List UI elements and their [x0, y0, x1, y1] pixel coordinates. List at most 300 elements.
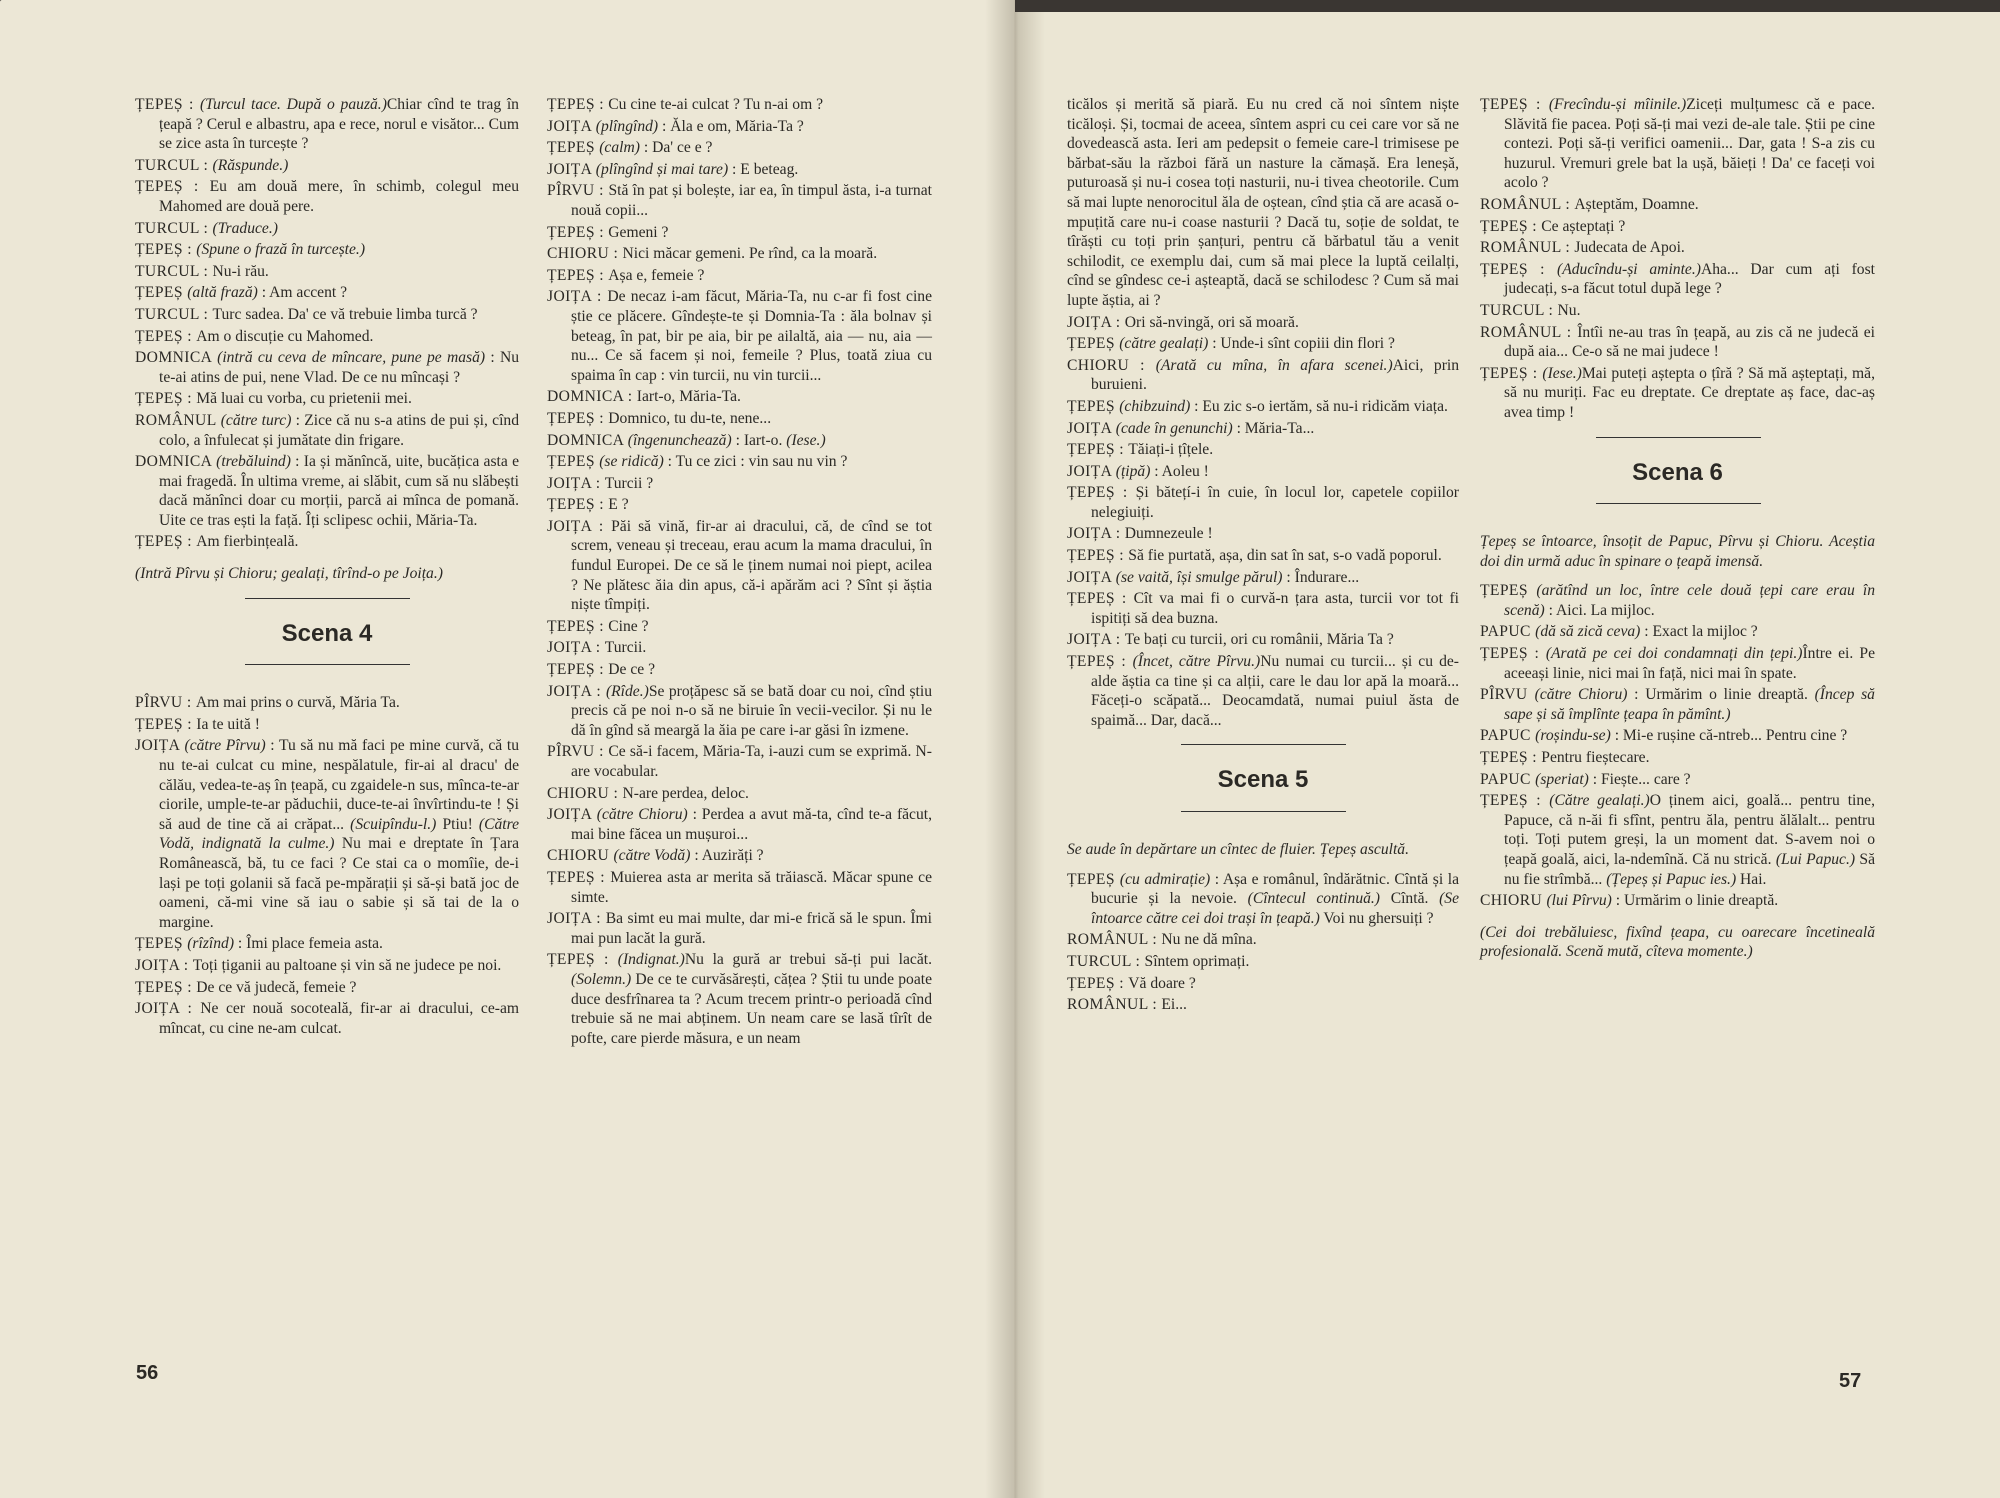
spoken-text: : Urmărim o linie dreaptă. [1627, 686, 1815, 704]
spoken-text: Așa e, femeie ? [608, 266, 705, 284]
speaker-name: CHIORU [547, 847, 614, 865]
stage-direction: (Cei doi trebăluiesc, fixînd țeapa, cu oarecare încetineală profesională. Scenă mută, cîteva momente.) [1480, 923, 1875, 961]
stage-note: (se ridică) [599, 453, 664, 471]
spoken-text: : Da' ce e ? [639, 139, 713, 157]
spoken-text: Tăiați-i țîțele. [1128, 441, 1214, 459]
speaker-name: CHIORU : [547, 245, 623, 263]
speaker-name: ȚEPEȘ : [547, 96, 609, 113]
speaker-name: JOIȚA : [547, 910, 606, 928]
dialogue-line [547, 244, 932, 264]
spoken-text: Te bați cu turcii, ori cu românii, Măria Ta ? [1124, 631, 1394, 649]
dialogue-line [547, 517, 932, 615]
spoken-text: Făceți-o scăpată... Deocamdată, numai puiul ăsta de spaimă... Dar, dacă... [1091, 692, 1459, 729]
dialogue-line [547, 409, 932, 429]
dialogue-continuation [1067, 95, 1459, 311]
stage-note: (speriat) [1535, 770, 1589, 788]
column-3 [1067, 95, 1459, 1017]
spoken-text: Acum trecem printr-o perioadă cînd trebuie să ne mai abținem. Un neam care se lasă tîrît de pofte, care pierde măsura, e un neam [571, 990, 932, 1047]
spoken-text: Cît va mai fi o curvă-n țara asta, turcii vor tot fi ispitiți să dea buzna. [1091, 590, 1459, 627]
speaker-name: JOIȚA : [135, 1000, 201, 1018]
dialogue-line [1480, 791, 1875, 889]
stage-note: (trebăluind) [216, 453, 291, 471]
speaker-name: PAPUC [1480, 623, 1536, 641]
speaker-name: ȚEPEȘ [1067, 870, 1120, 888]
spoken-text: Turcii. [604, 639, 647, 657]
spoken-text: Dar cum ați fost judecați, s-a făcut totul după lege ? [1504, 260, 1875, 298]
spoken-text: De ce te curvăsărești, cățea ? Știi tu unde poate duce desfrînarea ta ? [571, 970, 932, 1008]
speaker-name: CHIORU : [1067, 356, 1156, 374]
speaker-name: ROMÂNUL : [1480, 323, 1578, 341]
dialogue-line [1067, 952, 1459, 972]
dialogue-line [1067, 313, 1459, 333]
spoken-text: Gemeni ? [608, 223, 669, 241]
spoken-text: De ce vă judecă, femeie ? [196, 978, 357, 996]
speaker-name: JOIȚA : [547, 517, 612, 535]
stage-note: (chibzuind) [1119, 397, 1191, 415]
stage-note: (Se întoarce către cei doi trași în țeapă.) [1091, 890, 1459, 927]
spoken-text: Ptiu! [436, 815, 479, 833]
speaker-name: ȚEPEȘ : [547, 617, 609, 635]
column-1 [135, 95, 519, 1040]
speaker-name: ROMÂNUL [135, 411, 221, 429]
stage-note: (Solemn.) [571, 970, 632, 988]
speaker-name: ȚEPEȘ : [1067, 484, 1136, 502]
stage-note: (Traduce.) [212, 219, 278, 237]
dialogue-line [1067, 870, 1459, 929]
dialogue-line [547, 846, 932, 866]
stage-direction: Se aude în depărtare un cîntec de fluier. Țepeș ascultă. [1067, 841, 1409, 858]
dialogue-line [1067, 630, 1459, 650]
dialogue-line [135, 156, 519, 176]
stage-note: (plîngînd și mai tare) [595, 160, 729, 178]
speaker-name: JOIȚA : [1067, 525, 1125, 543]
dialogue-line [1480, 195, 1875, 215]
spoken-text: Domnico, tu du-te, nene... [608, 409, 772, 427]
spoken-text: Slăvită fie pacea. Poți să-ți mai vezi de-ale tale. Știi pe cine contezi. Poți să-ți verifici oamenii... Dar, gata ! S-a zis cu huzurul. Vremuri grele bat la ușă, băieți ! Da' ce faceți voi acolo ? [1504, 115, 1875, 192]
spoken-text: : Exact la mijloc ? [1640, 623, 1758, 641]
spoken-text: Ei... [1161, 996, 1187, 1014]
speaker-name: ȚEPEȘ : [135, 241, 197, 259]
dialogue-line [1067, 568, 1459, 588]
spoken-text: : Tu să nu mă faci pe mine curvă, că tu nu te-ai culcat cu mine, nespălatule, fir-ai al dracu' de călău, vedea-te-aș în țeapă, cu zgaidele-n sus, mînca-te-ar ciorile, umple-te-ar păduchii, duce-te-ai învîrtindu-te ! Și să aud de tine că ai crăpat... [159, 737, 519, 833]
speaker-name: ROMÂNUL : [1480, 195, 1575, 213]
spoken-text: : Așa e românul, îndărătnic. Cîntă și la bucurie și la nevoie. [1091, 870, 1459, 908]
dialogue-line [1480, 323, 1875, 362]
speaker-name: JOIȚA : [547, 474, 605, 492]
stage-note: (Încep să sape și să împlînte țeapa în pămînt.) [1504, 686, 1875, 723]
spoken-text: : Îndurare... [1282, 568, 1360, 586]
dialogue-line [135, 177, 519, 216]
dialogue-line [135, 95, 519, 154]
spoken-text: Pentru fieștecare. [1541, 749, 1650, 767]
spoken-text: Să fie purtată, așa, din sat în sat, s-o vadă poporul. [1128, 547, 1442, 565]
speaker-name: ROMÂNUL : [1067, 931, 1162, 949]
speaker-name: JOIȚA : [547, 682, 606, 700]
dialogue-line [1067, 974, 1459, 994]
dialogue-line [1480, 217, 1875, 237]
dialogue-line [547, 638, 932, 658]
stage-note: (Răspunde.) [212, 156, 289, 174]
dialogue-line [547, 181, 932, 220]
dialogue-line [1067, 356, 1459, 395]
spoken-text: Am fierbințeală. [196, 533, 299, 551]
stage-note: (Țepeș și Papuc ies.) [1606, 870, 1737, 888]
speaker-name: DOMNICA [547, 431, 628, 449]
speaker-name: ȚEPEȘ : [547, 496, 609, 514]
speaker-name: PÎRVU [1480, 686, 1535, 704]
spoken-text: Cine ? [608, 617, 649, 635]
stage-note: (Încet, către Pîrvu.) [1132, 653, 1261, 671]
dialogue-line [135, 240, 519, 260]
stage-note: (Spune o frază în turcește.) [196, 241, 366, 259]
dialogue-line [1067, 652, 1459, 730]
spoken-text: Se proțăpesc să se bată doar cu noi, cînd știu precis că pe noi n-o să ne biruie în vecii-vecilor. Și nu le dă în gînd să meargă la ăia pe care i-ar găsi în izmene. [571, 682, 932, 739]
dialogue-line [1480, 726, 1875, 746]
page-number-right: 57 [1839, 1370, 1862, 1392]
dialogue-line [547, 682, 932, 741]
speaker-name: ȚEPEȘ : [1480, 96, 1549, 113]
stage-note: (țipă) [1115, 462, 1151, 480]
spoken-text: Nici măcar gemeni. Pe rînd, ca la moară. [622, 245, 878, 263]
speaker-name: CHIORU : [547, 784, 623, 802]
stage-note: (Rîde.) [605, 682, 649, 700]
dialogue-line [547, 660, 932, 680]
dialogue-line [1067, 483, 1459, 522]
speaker-name: ȚEPEȘ : [1067, 547, 1129, 565]
spoken-text: Ba simt eu mai multe, dar mi-e frică să le spun. Îmi mai pun lacăt la gură. [571, 910, 933, 947]
speaker-name: JOIȚA [1067, 462, 1116, 480]
spoken-text: Chiar cînd te trag în țeapă ? [159, 96, 519, 133]
spoken-text: : Tu ce zici : vin sau nu vin ? [663, 453, 848, 471]
dialogue-line [135, 736, 519, 932]
spoken-text: Am mai prins o curvă, Măria Ta. [195, 694, 400, 712]
speaker-name: DOMNICA [135, 349, 218, 367]
dialogue-line [135, 532, 519, 552]
speaker-name: JOIȚA : [135, 956, 193, 974]
spoken-text: De necaz i-am făcut, Măria-Ta, nu c-ar fi fost cine știe ce plăcere. Gîndește-te și Domnia-Ta : ăla bolnav și beteag, în pat, bir pe aia, bir pe ailaltă, aia — nu, aia — nu... Ce să facem și noi, femeile ? Plus, toată ziua cu spaima în cap : vin turcii, nu vin turcii... [571, 288, 932, 384]
dialogue-line [1480, 238, 1875, 258]
speaker-name: ȚEPEȘ : [1480, 749, 1542, 767]
dialogue-line [135, 411, 519, 450]
stage-note: (Iese.) [786, 431, 826, 449]
dialogue-line [1067, 930, 1459, 950]
dialogue-line [135, 283, 519, 303]
dialogue-line [547, 431, 932, 451]
speaker-name: ȚEPEȘ : [135, 327, 197, 345]
speaker-name: TURCUL : [135, 219, 213, 237]
spoken-text: Iart-o, Măria-Ta. [636, 388, 741, 406]
speaker-name: TURCUL : [1480, 301, 1558, 319]
dialogue-line [135, 327, 519, 347]
stage-note: (către Vodă) [613, 847, 691, 865]
spoken-text: Păi să vină, fir-ar ai dracului, că, de cînd se tot screm, veneau și treceau, erau acum la mama dracului, în fundul Europei. De ce să le ținem numai noi piept, acilea ? Ne plătesc ăia din apus, că-i apărăm aci ? Sînt și ăștia niște tîmpiți. [571, 517, 932, 614]
spoken-text: Mai puteți aștepta o țîră ? Să mă așteptați, mă, să nu muriți. Fac eu dreptate. Ce dreptate aș face, dac-aș avea timp ! [1504, 364, 1875, 421]
speaker-name: ȚEPEȘ : [135, 533, 197, 551]
cover-edge [1015, 0, 2000, 12]
spoken-text: Cu cine te-ai culcat ? Tu n-ai om ? [608, 96, 824, 113]
dialogue-line [1067, 334, 1459, 354]
stage-note: (Lui Papuc.) [1775, 851, 1856, 868]
stage-note: (Iese.) [1542, 364, 1582, 382]
dialogue-line [1067, 462, 1459, 482]
speaker-name: ȚEPEȘ [135, 935, 188, 953]
dialogue-line [547, 742, 932, 781]
speaker-name: ȚEPEȘ [547, 139, 600, 157]
dialogue-line [1480, 364, 1875, 423]
stage-note: (arătînd un loc, între cele două țepi care erau în scenă) [1504, 582, 1875, 619]
stage-note: (Arată cu mîna, în afara scenei.) [1155, 356, 1393, 374]
page-number-left: 56 [136, 1362, 159, 1384]
speaker-name: DOMNICA [135, 453, 217, 471]
dialogue-line [547, 266, 932, 286]
stage-direction: (Intră Pîrvu și Chioru; gealați, tîrînd-o pe Joița.) [135, 565, 443, 583]
dialogue-line [547, 868, 932, 907]
spoken-text: Ia te uită ! [196, 715, 260, 733]
speaker-name: ȚEPEȘ : [135, 715, 197, 733]
dialogue-line [547, 452, 932, 472]
spoken-text: : Aici. La mijloc. [1544, 601, 1655, 619]
stage-note: (se vaită, își smulge părul) [1115, 568, 1283, 586]
speaker-name: ȚEPEȘ [1067, 335, 1120, 353]
stage-note: (Arată pe cei doi condamnați din țepi.) [1545, 645, 1803, 663]
speaker-name: JOIȚA [135, 737, 185, 755]
dialogue-line [547, 805, 932, 844]
stage-note: (Indignat.) [617, 951, 685, 969]
spoken-text: Cerul e albastru, apa e rece, norul e visător... Cum se zice asta în turcește ? [159, 115, 519, 153]
speaker-name: JOIȚA [547, 806, 597, 824]
scene-heading: Scena 6 [1480, 463, 1875, 483]
speaker-name: ROMÂNUL : [1480, 239, 1575, 257]
stage-note: (rîzînd) [187, 935, 235, 953]
stage-note: (calm) [599, 139, 640, 157]
dialogue-line [1480, 748, 1875, 768]
dialogue-line [135, 389, 519, 409]
spoken-text: Mă luai cu vorba, cu prietenii mei. [196, 390, 412, 408]
stage-note: (Frecîndu-și mîinile.) [1548, 96, 1687, 113]
stage-note: (către turc) [220, 411, 292, 429]
spoken-text: : Ia și mănîncă, uite, bucățica asta e mai fragedă. În ultima vreme, ai slăbit, cum să nu slăbești dacă mănînci doar cu morții, parcă ai mînca de pomană. Uite ce tras ești la față. Îți sclipesc ochii, Măria-Ta. [159, 453, 519, 529]
spoken-text: : Iart-o. [731, 431, 787, 449]
spoken-text: Toți țiganii au paltoane și vin să ne judece pe noi. [192, 956, 502, 974]
dialogue-line [1480, 644, 1875, 683]
spoken-text: : Perdea a avut mă-ta, cînd te-a făcut, mai bine făcea un mușuroi... [571, 806, 933, 843]
stage-note: (către gealați) [1119, 335, 1209, 353]
spoken-text: Vă doare ? [1128, 974, 1196, 992]
speaker-name: PÎRVU : [547, 182, 609, 200]
spoken-text: Sîntem oprimați. [1144, 952, 1250, 970]
right-page [1015, 0, 2000, 1498]
speaker-name: ȚEPEȘ : [1480, 792, 1550, 810]
speaker-name: JOIȚA [547, 117, 596, 135]
speaker-name: JOIȚA : [1067, 631, 1125, 649]
dialogue-line [135, 693, 519, 713]
dialogue-line [1067, 524, 1459, 544]
dialogue-line [135, 999, 519, 1038]
dialogue-line [1480, 581, 1875, 620]
speaker-name: ȚEPEȘ : [135, 978, 197, 996]
speaker-name: JOIȚA : [547, 639, 605, 657]
spoken-text: Eu am două mere, în schimb, colegul meu Mahomed are două pere. [159, 178, 519, 215]
speaker-name: ȚEPEȘ : [1067, 441, 1129, 459]
speaker-name: TURCUL : [135, 305, 213, 323]
dialogue-line [547, 387, 932, 407]
speaker-name: JOIȚA [1067, 419, 1116, 437]
spoken-text: Ori să-nvingă, ori să moară. [1124, 313, 1299, 331]
spoken-text: Nu ne dă mîna. [1161, 931, 1257, 949]
spoken-text: ticălos și merită să piară. Eu nu cred că noi sîntem niște ticăloși. Și, tocmai de aceea, sîntem aspri cu cei care vor să ne dovedească asta. Ieri am pedepsit o femeie care-l trimisese pe bărbat-său la război fără un nasture la cămașă. Era leneșă, puturoasă și nu-i cosea toți nasturii, nu-i tivea cheotorile. Cum să mai lupte nenorocitul ăla de oștean, cînd știa că are acasă o-mpuțită care nu-i coase nasturii ? Dacă tu, soție de soldat, te tîrăști cu toți prin șanțuri, pentru că bărbatul tău a venit schilodit, ce exemplu dai, cum să mai plece la luptă ceilalți, cînd se gîndesc ce-i așteaptă, dacă se schilodesc ? Cum să mai lupte ăștia, ai ? [1067, 96, 1459, 309]
dialogue-line [547, 617, 932, 637]
scene-heading: Scena 4 [135, 624, 519, 644]
speaker-name: PÎRVU : [135, 694, 196, 712]
speaker-name: ROMÂNUL : [1067, 996, 1162, 1014]
speaker-name: ȚEPEȘ : [547, 223, 609, 241]
stage-note: (îngenunchează) [627, 431, 732, 449]
spoken-text: Nu numai cu turcii... și cu de-alde ăștia ca tine și ca alții, care le dau lor apă la moară... [1091, 653, 1459, 690]
speaker-name: ȚEPEȘ : [547, 409, 609, 427]
spoken-text: Aici, prin buruieni. [1091, 356, 1460, 394]
dialogue-line [1480, 891, 1875, 911]
speaker-name: ȚEPEȘ [1480, 582, 1537, 600]
speaker-name: TURCUL : [135, 156, 213, 174]
spoken-text: : Ăla e om, Măria-Ta ? [658, 117, 804, 135]
spoken-text: Ce să-i facem, Măria-Ta, i-auzi cum se exprimă. N-are vocabular. [571, 743, 932, 780]
dialogue-line [547, 909, 932, 948]
spoken-text: Voi nu ghersuiți ? [1319, 909, 1434, 927]
spoken-text: De ce ? [608, 661, 656, 679]
speaker-name: JOIȚA [1067, 568, 1116, 586]
spoken-text: Turcii ? [604, 474, 654, 492]
dialogue-line [135, 934, 519, 954]
spoken-text: E ? [608, 496, 629, 514]
dialogue-line [135, 715, 519, 735]
spoken-text: : Aoleu ! [1150, 462, 1209, 480]
spoken-text: Hai. [1736, 870, 1767, 888]
speaker-name: ȚEPEȘ : [135, 96, 200, 113]
dialogue-line [135, 219, 519, 239]
stage-note: (roșindu-se) [1535, 727, 1611, 745]
spoken-text: : Fiește... care ? [1588, 770, 1691, 788]
speaker-name: ȚEPEȘ : [1067, 974, 1129, 992]
speaker-name: ȚEPEȘ : [547, 661, 609, 679]
spoken-text: : Urmărim o linie dreaptă. [1611, 892, 1779, 910]
speaker-name: ȚEPEȘ [1067, 397, 1120, 415]
speaker-name: PÎRVU : [547, 743, 609, 761]
dialogue-line [1480, 95, 1875, 193]
speaker-name: JOIȚA : [1067, 313, 1125, 331]
column-4 [1480, 95, 1875, 972]
speaker-name: DOMNICA : [547, 388, 637, 406]
spoken-text: Aha... [1700, 260, 1751, 278]
stage-note: (dă să zică ceva) [1535, 623, 1641, 641]
spoken-text: Dumnezeule ! [1124, 525, 1213, 543]
speaker-name: ȚEPEȘ : [1480, 364, 1543, 382]
spoken-text: Ce așteptați ? [1541, 217, 1626, 235]
book-gutter [985, 0, 1045, 1498]
dialogue-line [1067, 995, 1459, 1015]
spoken-text: Muierea asta ar merita să trăiască. Măcar spune ce simte. [571, 868, 932, 906]
speaker-name: JOIȚA [547, 160, 596, 178]
stage-note: (Aducîndu-și aminte.) [1557, 260, 1701, 278]
dialogue-line [1480, 770, 1875, 790]
speaker-name: ȚEPEȘ : [1067, 590, 1134, 608]
spoken-text: : Am accent ? [257, 284, 348, 302]
speaker-name: PAPUC [1480, 727, 1536, 745]
speaker-name: ȚEPEȘ : [1067, 653, 1133, 671]
speaker-name: TURCUL : [135, 262, 213, 280]
dialogue-line [135, 262, 519, 282]
dialogue-line [1067, 397, 1459, 417]
spoken-text: Întîi ne-au tras în țeapă, au zis că ne judecă ei după aia... Ce-o să ne mai judece ! [1504, 323, 1875, 361]
dialogue-line [1067, 546, 1459, 566]
spoken-text: Judecata de Apoi. [1574, 239, 1685, 257]
stage-note: (către Pîrvu) [184, 737, 266, 755]
spoken-text: : Unde-i sînt copiii din flori ? [1208, 335, 1395, 353]
spoken-text: Ne cer nouă socoteală, fir-ar ai dracului, ce-am mîncat, cu cine ne-am culcat. [159, 1000, 519, 1037]
dialogue-line [1480, 622, 1875, 642]
spoken-text: Să nu fie strîmbă... [1504, 851, 1875, 888]
stage-note: (Către Vodă, indignată la culme.) [159, 815, 520, 853]
speaker-name: TURCUL : [1067, 952, 1145, 970]
spoken-text: Cîntă. [1380, 890, 1440, 908]
scene-heading: Scena 5 [1067, 770, 1459, 790]
stage-note: (altă frază) [187, 284, 258, 302]
stage-direction: Țepeș se întoarce, însoțit de Papuc, Pîrvu și Chioru. Aceștia doi din urmă aduc în spinare o țeapă imensă. [1480, 533, 1875, 570]
stage-note: (intră cu ceva de mîncare, pune pe masă) [217, 349, 486, 367]
spoken-text: : Auzirăți ? [690, 847, 764, 865]
spoken-text: N-are perdea, deloc. [622, 784, 749, 802]
speaker-name: PAPUC [1480, 770, 1536, 788]
spoken-text: Am o discuție cu Mahomed. [196, 327, 374, 345]
speaker-name: ȚEPEȘ : [135, 390, 197, 408]
dialogue-line [547, 495, 932, 515]
spoken-text: Stă în pat și bolește, iar ea, în timpul ăsta, i-a turnat nouă copii... [571, 182, 932, 219]
spoken-text: Pe aceeași linie, nici mai în față, nici mai în spate. [1504, 645, 1875, 682]
dialogue-line [547, 223, 932, 243]
spoken-text: Așteptăm, Doamne. [1574, 195, 1699, 213]
stage-note: (Către gealați.) [1549, 792, 1650, 810]
dialogue-line [547, 138, 932, 158]
speaker-name: ȚEPEȘ : [1480, 260, 1558, 278]
spoken-text: Nu-i rău. [212, 262, 269, 280]
speaker-name: ȚEPEȘ [135, 284, 188, 302]
spoken-text: Turc sadea. Da' ce vă trebuie limba turcă ? [212, 305, 478, 323]
spoken-text: Între ei. [1802, 645, 1860, 663]
spoken-text: : Mi-e rușine că-ntreb... Pentru cine ? [1610, 727, 1848, 745]
dialogue-line [1067, 440, 1459, 460]
dialogue-line [135, 305, 519, 325]
dialogue-line [135, 956, 519, 976]
speaker-name: ȚEPEȘ : [547, 951, 618, 969]
speaker-name: ȚEPEȘ : [1480, 217, 1542, 235]
stage-note: (plîngînd) [595, 117, 659, 135]
stage-note: (către Chioru) [596, 806, 688, 824]
column-2 [547, 95, 932, 1050]
dialogue-line [1067, 419, 1459, 439]
dialogue-line [1480, 685, 1875, 724]
stage-note: (cu admirație) [1119, 870, 1211, 888]
speaker-name: ȚEPEȘ : [135, 178, 210, 196]
speaker-name: JOIȚA : [547, 288, 608, 306]
spoken-text: Nu. [1557, 301, 1581, 319]
speaker-name: CHIORU [1480, 892, 1547, 910]
spoken-text: : Îmi place femeia asta. [234, 935, 383, 953]
dialogue-line [1067, 589, 1459, 628]
spoken-text: : Eu zic s-o iertăm, să nu-i ridicăm viața. [1190, 397, 1448, 415]
dialogue-line [547, 784, 932, 804]
dialogue-line [135, 978, 519, 998]
stage-note: (lui Pîrvu) [1546, 892, 1612, 910]
dialogue-line [547, 474, 932, 494]
